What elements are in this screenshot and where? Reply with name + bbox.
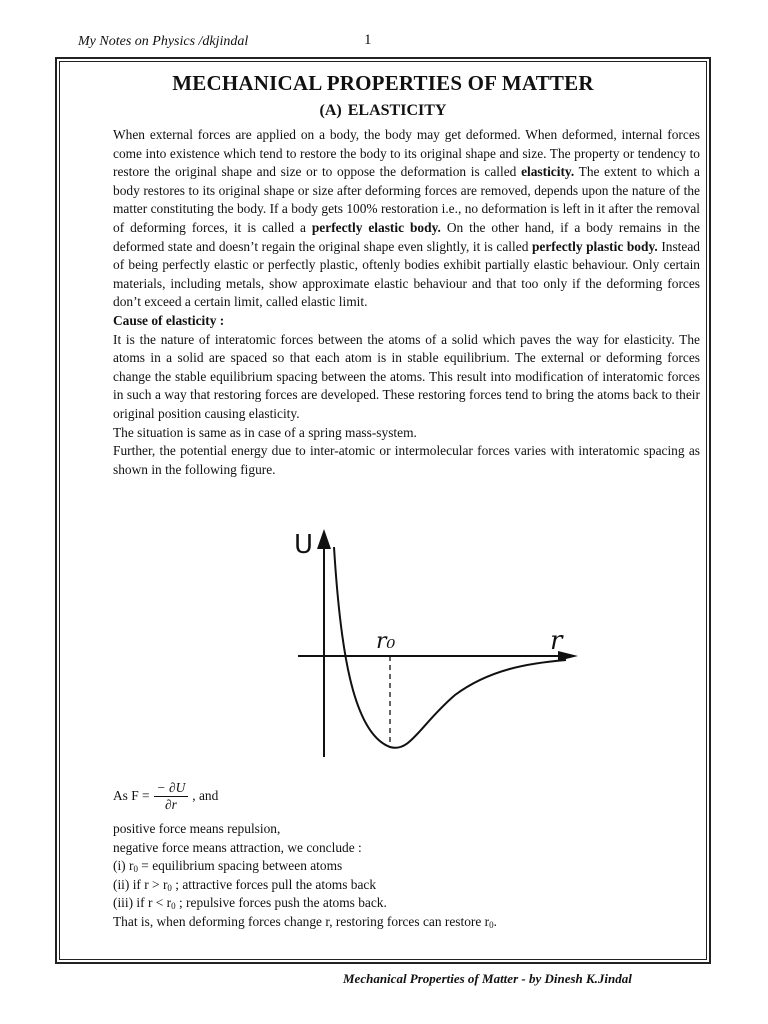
- text-run: = equilibrium spacing between atoms: [137, 858, 343, 874]
- potential-energy-figure: [290, 525, 590, 760]
- conclusion-line: [113, 857, 700, 876]
- text-run: ; repulsive forces push the atoms back.: [175, 895, 387, 911]
- formula-prefix: As F =: [113, 788, 150, 803]
- x-axis-label: r: [550, 626, 563, 656]
- term-perfectly-elastic: perfectly elastic body.: [311, 219, 441, 235]
- conclusion-line: positive force means repulsion,: [113, 821, 281, 836]
- text-run: ; attractive forces pull the atoms back: [171, 876, 377, 892]
- conclusion-line: [113, 894, 700, 913]
- text-run: When external forces are applied on a body, the body may get deformed. When deformed, internal forces come into existence which tend to restore the body to its original shape and size. The property or tendency to restore the original shape and size or to oppose the deformation is called: [113, 127, 700, 180]
- term-elasticity: elasticity.: [521, 164, 575, 180]
- subscript: 0: [171, 901, 176, 912]
- section-title: ELASTICITY: [347, 102, 447, 119]
- cause-heading: [113, 312, 700, 331]
- running-header: My Notes on Physics /dkjindal: [78, 34, 249, 49]
- section-label: (A): [319, 102, 342, 119]
- potential-curve: [334, 547, 566, 748]
- formula-numerator: − ∂U: [154, 780, 189, 797]
- subscript: 0: [489, 919, 494, 930]
- y-axis-arrow: [317, 529, 331, 549]
- formula-fraction: [154, 780, 189, 813]
- conclusion-line: [113, 876, 700, 895]
- formula-suffix: , and: [192, 788, 219, 803]
- y-axis-label: U: [294, 530, 314, 560]
- r0-label: r₀: [376, 629, 396, 654]
- conclusion-list: [113, 820, 700, 932]
- text-run: (i) r: [113, 858, 134, 874]
- text-run: (ii) if r > r: [113, 876, 168, 892]
- text-run: .: [493, 913, 497, 929]
- body-text: [113, 126, 700, 479]
- text-run: On the other hand, if a body remains in the deformed state and doesn’t regain the original shape even slightly, it is called: [113, 219, 700, 254]
- conclusion-line: [113, 913, 700, 932]
- cause-heading-text: Cause of elasticity :: [113, 312, 225, 328]
- cause-paragraph-2: The situation is same as in case of a spring mass-system.: [113, 424, 417, 440]
- subscript: 0: [167, 882, 172, 893]
- subscript: 0: [133, 864, 138, 875]
- running-footer: Mechanical Properties of Matter - by Dinesh K.Jindal: [343, 971, 632, 986]
- elasticity-paragraph: [113, 126, 700, 312]
- force-formula: [113, 776, 218, 816]
- cause-paragraph-3: Further, the potential energy due to inter-atomic or intermolecular forces varies with interatomic spacing as shown in the following figure.: [113, 443, 700, 477]
- term-perfectly-plastic: perfectly plastic body.: [531, 238, 658, 254]
- text-run: That is, when deforming forces change r, restoring forces can restore r: [113, 913, 490, 929]
- page-title: MECHANICAL PROPERTIES OF MATTER: [172, 71, 594, 95]
- text-run: Instead of being perfectly elastic or perfectly plastic, oftenly bodies exhibit partially elastic behaviour. Only certain materials, including metals, show approximate elastic behaviour and that too only if the deforming forces don’t exceed a certain limit, called elastic limit.: [113, 238, 700, 310]
- conclusion-line: negative force means attraction, we conclude :: [113, 839, 362, 855]
- formula-denominator: ∂r: [165, 796, 177, 812]
- text-run: The extent to which a body restores to its original shape or size after deforming forces are removed, depends upon the nature of the matter constituting the body. If a body gets 100% restoration i.e., no deformation is left in it after the removal of deforming forces, it is called a: [113, 164, 700, 235]
- section-heading: [60, 102, 706, 120]
- text-run: (iii) if r < r: [113, 895, 172, 911]
- page-number: 1: [364, 32, 372, 48]
- cause-paragraph-1: It is the nature of interatomic forces between the atoms of a solid which paves the way for elasticity. The atoms in a solid are spaced so that each atom is in stable equilibrium. The external or deforming forces change the stable equilibrium spacing between the atoms. This result into modification of interatomic forces in such a way that restoring forces are developed. These restoring forces tend to bring the atoms back to their original position causing elasticity.: [113, 331, 700, 421]
